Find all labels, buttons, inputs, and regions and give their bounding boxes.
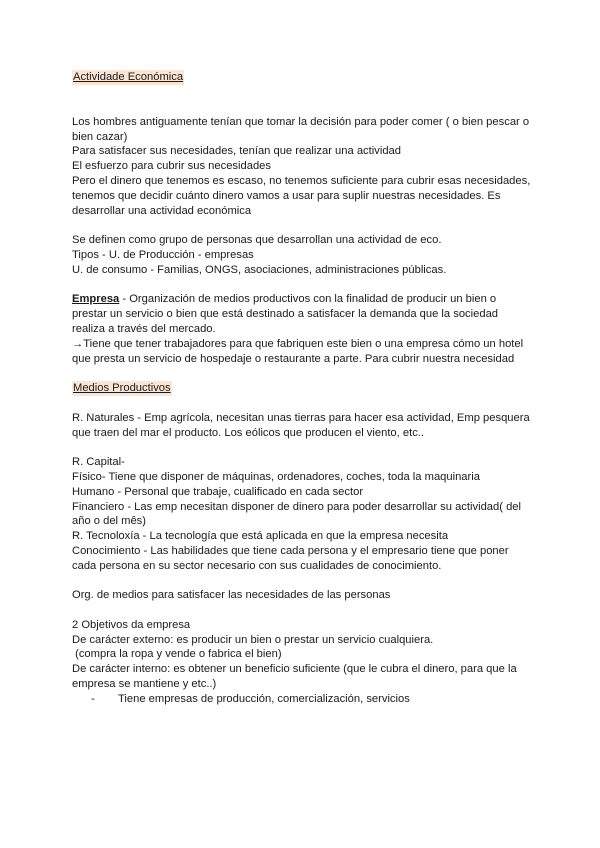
recursos-naturales: R. Naturales - Emp agrícola, necesitan unas tierras para hacer esa actividad, Emp pesquera que traen del mar el producto. Los eólicos que producen el viento, etc.. [72,411,530,439]
capital-line: Conocimiento - Las habilidades que tiene cada persona y el empresario tiene que poner cada persona en su sector necesario con sus cualidades de conocimiento. [72,544,509,572]
capital-line: R. Tecnoloxía - La tecnología que está aplicada en que la empresa necesita [72,530,449,543]
capital-line: Físico- Tiene que disponer de máquinas, ordenadores, coches, toda la maquinaria [72,470,480,483]
grupo-line: Tipos - U. de Producción - empresas [72,248,254,261]
bullet-text: Tiene empresas de producción, comercialización, servicios [118,692,410,705]
objetivos-line: De carácter externo: es producir un bien o prestar un servicio cualquiera. [72,633,434,646]
heading-medios-productivos: Medios Productivos [73,382,171,395]
objetivos-line: 2 Objetivos da empresa [72,618,191,631]
objetivos-line: (compra la ropa y vende o fabrica el bien) [72,648,282,661]
empresa-example: →Tiene que tener trabajadores para que fabriquen este bien o una empresa cómo un hotel que presta un servicio de hospedaje o restaurante a parte. Para cubrir nuestra necesidad [72,337,524,365]
intro-line: El esfuerzo para cubrir sus necesidades [72,160,271,173]
intro-line: Pero el dinero que tenemos es escaso, no tenemos suficiente para cubrir esas necesidades, tenemos que decidir cuánto dinero vamos a usar para suplir nuestras necesidades. Es desarrollar una actividad económica [72,174,531,217]
empresa-definition [72,292,534,336]
intro-line: Para satisfacer sus necesidades, tenían que realizar una actividad [72,145,401,158]
heading-actividad-economica: Actividade Económica [73,71,184,83]
capital-line: Financiero - Las emp necesitan disponer de dinero para poder desarrollar su actividad( del año o del mês) [72,500,521,528]
org-line: Org. de medios para satisfacer las necesidades de las personas [72,589,391,602]
intro-line: Los hombres antiguamente tenían que tomar la decisión para poder comer ( o bien pescar o bien cazar) [72,115,530,143]
document-body [72,70,534,707]
empresa-definition-text: - Organización de medios productivos con la finalidad de producir un bien o prestar un servicio o bien que está destinado a satisfacer la demanda que la sociedad realiza a través del mercado. [72,293,499,335]
grupo-line: U. de consumo - Familias, ONGS, asociaciones, administraciones públicas. [72,263,447,276]
empresa-term: Empresa [72,293,120,306]
capital-line: R. Capital- [72,456,125,469]
grupo-line: Se definen como grupo de personas que desarrollan una actividad de eco. [72,234,442,247]
list-item [72,692,534,707]
capital-line: Humano - Personal que trabaje, cualificado en cada sector [72,485,364,498]
objetivos-line: De carácter interno: es obtener un beneficio suficiente (que le cubra el dinero, para que la empresa se mantiene y etc..) [72,663,517,691]
bullet-dash: - [91,692,95,705]
